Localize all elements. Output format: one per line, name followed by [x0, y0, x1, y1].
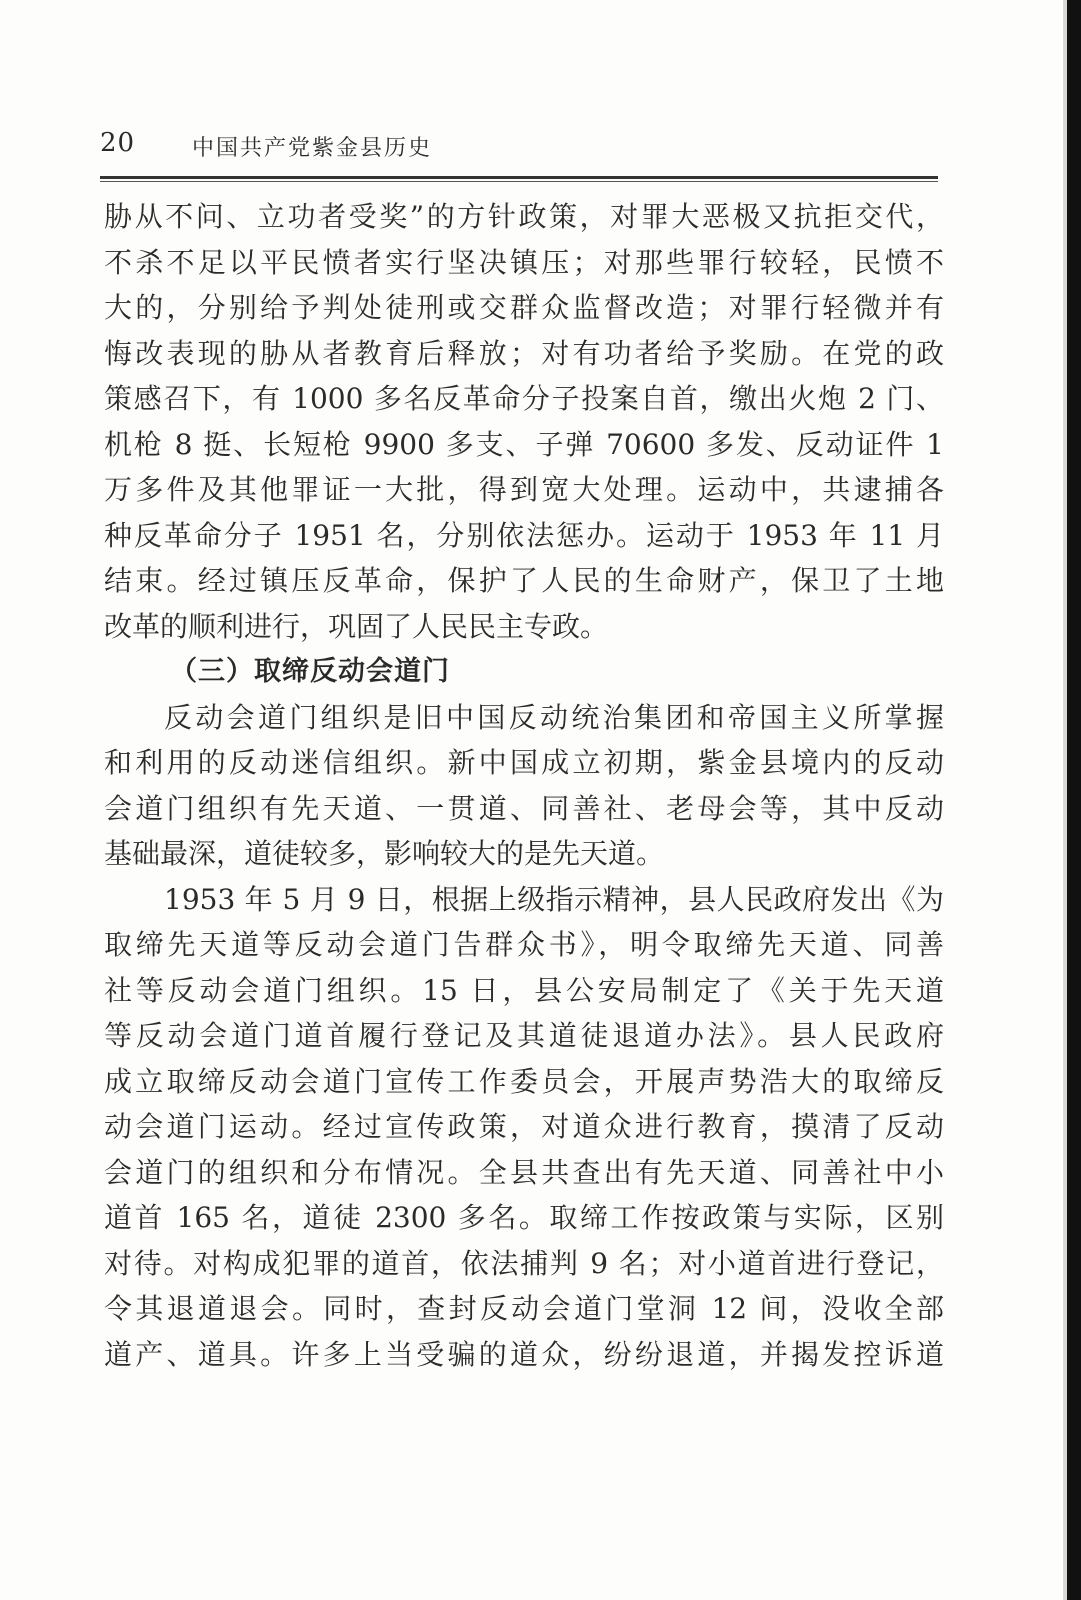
text-line: 不杀不足以平民愤者实行坚决镇压；对那些罪行较轻，民愤不 — [104, 245, 944, 279]
text-line: 改革的顺利进行，巩固了人民民主专政。 — [104, 609, 609, 643]
header-rule-thick — [100, 176, 938, 179]
text-line: 种反革命分子 1951 名，分别依法惩办。运动于 1953 年 11 月 — [104, 518, 944, 552]
text-line: 道首 165 名，道徒 2300 多名。取缔工作按政策与实际，区别 — [104, 1201, 944, 1234]
text-line: 万多件及其他罪证一大批，得到宽大处理。运动中，共逮捕各 — [104, 473, 944, 506]
text-line: 结束。经过镇压反革命，保护了人民的生命财产，保卫了土地 — [104, 564, 944, 597]
text-line: 令其退道退会。同时，查封反动会道门堂洞 12 间，没收全部 — [104, 1292, 944, 1325]
text-line: 对待。对构成犯罪的道首，依法捕判 9 名；对小道首进行登记， — [104, 1246, 944, 1280]
text-line: 机枪 8 挺、长短枪 9900 多支、子弹 70600 多发、反动证件 1 — [104, 427, 944, 461]
text-line: 会道门的组织和分布情况。全县共查出有先天道、同善社中小 — [104, 1155, 944, 1189]
text-line: 胁从不问、立功者受奖”的方针政策，对罪大恶极又抗拒交代， — [104, 200, 944, 233]
text-line: 策感召下，有 1000 多名反革命分子投案自首，缴出火炮 2 门、 — [104, 382, 944, 415]
running-header — [100, 128, 940, 168]
text-line: 道产、道具。许多上当受骗的道众，纷纷退道，并揭发控诉道 — [104, 1337, 944, 1371]
text-line: 取缔先天道等反动会道门告群众书》，明令取缔先天道、同善 — [104, 928, 944, 961]
text-line: 悔改表现的胁从者教育后释放；对有功者给予奖励。在党的政 — [104, 336, 944, 370]
body-text — [104, 194, 944, 1377]
text-line: 动会道门运动。经过宣传政策，对道众进行教育，摸清了反动 — [104, 1110, 944, 1143]
text-line: 反动会道门组织是旧中国反动统治集团和帝国主义所掌握 — [164, 700, 944, 734]
text-line: 等反动会道门道首履行登记及其道徒退道办法》。县人民政府 — [104, 1019, 944, 1052]
text-line: 成立取缔反动会道门宣传工作委员会，开展声势浩大的取缔反 — [104, 1064, 944, 1098]
book-title: 中国共产党紫金县历史 — [192, 136, 433, 161]
text-line: 会道门组织有先天道、一贯道、同善社、老母会等，其中反动 — [104, 791, 944, 825]
scan-edge — [1067, 0, 1081, 1600]
page-number: 20 — [100, 128, 136, 158]
text-line: 1953 年 5 月 9 日，根据上级指示精神，县人民政府发出《为 — [164, 882, 944, 916]
text-line: 基础最深，道徒较多，影响较大的是先天道。 — [104, 837, 665, 870]
section-heading: （三）取缔反动会道门 — [170, 656, 450, 687]
text-line: 大的，分别给予判处徒刑或交群众监督改造；对罪行轻微并有 — [104, 291, 944, 324]
header-rule-thin — [100, 181, 938, 182]
text-line: 社等反动会道门组织。15 日，县公安局制定了《关于先天道 — [104, 973, 944, 1007]
text-line: 和利用的反动迷信组织。新中国成立初期，紫金县境内的反动 — [104, 746, 944, 779]
